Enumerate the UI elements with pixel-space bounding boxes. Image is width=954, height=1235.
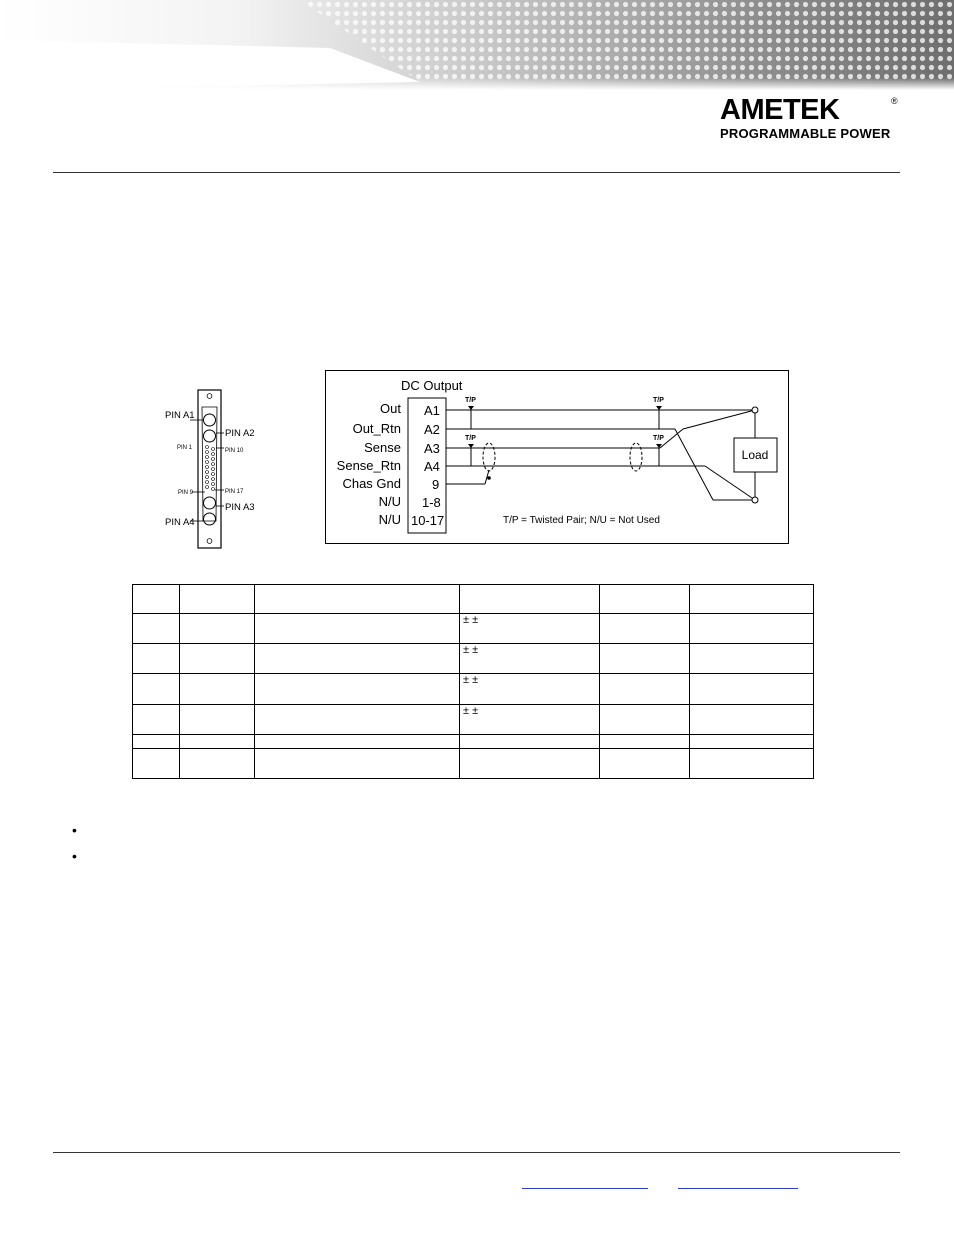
list-item: • <box>72 848 77 864</box>
table-cell <box>600 585 690 614</box>
table-cell <box>690 749 814 779</box>
table-cell <box>690 644 814 674</box>
pin-a1: A1 <box>424 403 440 418</box>
table-cell <box>690 585 814 614</box>
table-cell <box>255 749 460 779</box>
table-cell: ± ± <box>460 705 600 735</box>
table-cell <box>255 705 460 735</box>
table-header-row <box>133 585 814 614</box>
pin-a2-label: PIN A2 <box>225 428 255 439</box>
schematic-title: DC Output <box>401 378 463 393</box>
table-cell <box>255 735 460 749</box>
table-row <box>133 674 814 705</box>
logo-tagline: PROGRAMMABLE POWER <box>720 126 891 141</box>
signal-out: Out <box>380 401 401 416</box>
table-row <box>133 644 814 674</box>
tp-label-1: T/P <box>465 397 476 404</box>
table-cell: ± ± <box>460 644 600 674</box>
table-cell <box>600 749 690 779</box>
signal-nu-1: N/U <box>378 494 401 509</box>
header-divider <box>53 172 900 173</box>
table-cell <box>460 749 600 779</box>
table-row <box>133 735 814 749</box>
pin-a4: A4 <box>424 459 440 474</box>
pin-1-label: PIN 1 <box>177 445 193 451</box>
table-cell <box>133 614 180 644</box>
ametek-logo <box>718 94 898 144</box>
tp-label-2: T/P <box>653 397 664 404</box>
table-row <box>133 705 814 735</box>
footer-link-1[interactable] <box>522 1188 648 1189</box>
table-cell <box>133 585 180 614</box>
table-cell <box>690 705 814 735</box>
registered-mark: ® <box>891 96 898 106</box>
table-row <box>133 749 814 779</box>
table-cell <box>600 644 690 674</box>
table-cell <box>255 585 460 614</box>
table-cell <box>690 614 814 644</box>
table-cell: ± ± <box>460 614 600 644</box>
schematic-legend: T/P = Twisted Pair; N/U = Not Used <box>503 515 660 526</box>
table-cell <box>180 614 255 644</box>
table-cell <box>600 735 690 749</box>
signal-sense: Sense <box>364 440 401 455</box>
table-cell <box>460 735 600 749</box>
table-cell: ± ± <box>460 674 600 705</box>
signal-chas-gnd: Chas Gnd <box>342 476 401 491</box>
pin-a4-label: PIN A4 <box>165 517 195 528</box>
table-cell <box>600 674 690 705</box>
table-row <box>133 614 814 644</box>
pin-a1-label: PIN A1 <box>165 410 195 421</box>
table-cell <box>180 705 255 735</box>
pin-a3: A3 <box>424 441 440 456</box>
connector-pinout-figure <box>160 385 260 550</box>
signal-sense-rtn: Sense_Rtn <box>336 458 401 473</box>
pin-a3-label: PIN A3 <box>225 502 255 513</box>
table-cell <box>460 585 600 614</box>
pin-a2: A2 <box>424 422 440 437</box>
table-cell <box>133 644 180 674</box>
table-cell <box>690 674 814 705</box>
table-cell <box>180 735 255 749</box>
footer-divider <box>53 1152 900 1153</box>
table-cell <box>180 674 255 705</box>
table-cell <box>133 735 180 749</box>
pin-10-17: 10-17 <box>411 513 445 528</box>
table-cell <box>180 644 255 674</box>
signal-nu-2: N/U <box>378 512 401 527</box>
footer-link-2[interactable] <box>678 1188 798 1189</box>
pin-9-label: PIN 9 <box>178 490 194 496</box>
table-cell <box>600 705 690 735</box>
table-cell <box>133 674 180 705</box>
tp-label-4: T/P <box>653 435 664 442</box>
pin-9: 9 <box>432 477 440 492</box>
table-cell <box>255 644 460 674</box>
table-cell <box>133 749 180 779</box>
notes-bullet-list <box>72 822 77 874</box>
table-cell <box>255 674 460 705</box>
pin-1-8: 1-8 <box>422 495 441 510</box>
logo-wordmark: AMETEK <box>720 94 840 126</box>
pin-10-label: PIN 10 <box>225 448 244 454</box>
list-item: • <box>72 822 77 838</box>
table-cell <box>255 614 460 644</box>
dc-output-wiring-schematic <box>325 370 790 545</box>
pin-assignment-table <box>132 584 814 779</box>
table-cell <box>180 585 255 614</box>
load-label: Load <box>741 448 769 462</box>
pin-17-label: PIN 17 <box>225 489 244 495</box>
signal-out-rtn: Out_Rtn <box>352 421 401 436</box>
table-cell <box>690 735 814 749</box>
table-cell <box>600 614 690 644</box>
table-cell <box>180 749 255 779</box>
header-banner <box>0 0 954 90</box>
tp-label-3: T/P <box>465 435 476 442</box>
table-cell <box>133 705 180 735</box>
